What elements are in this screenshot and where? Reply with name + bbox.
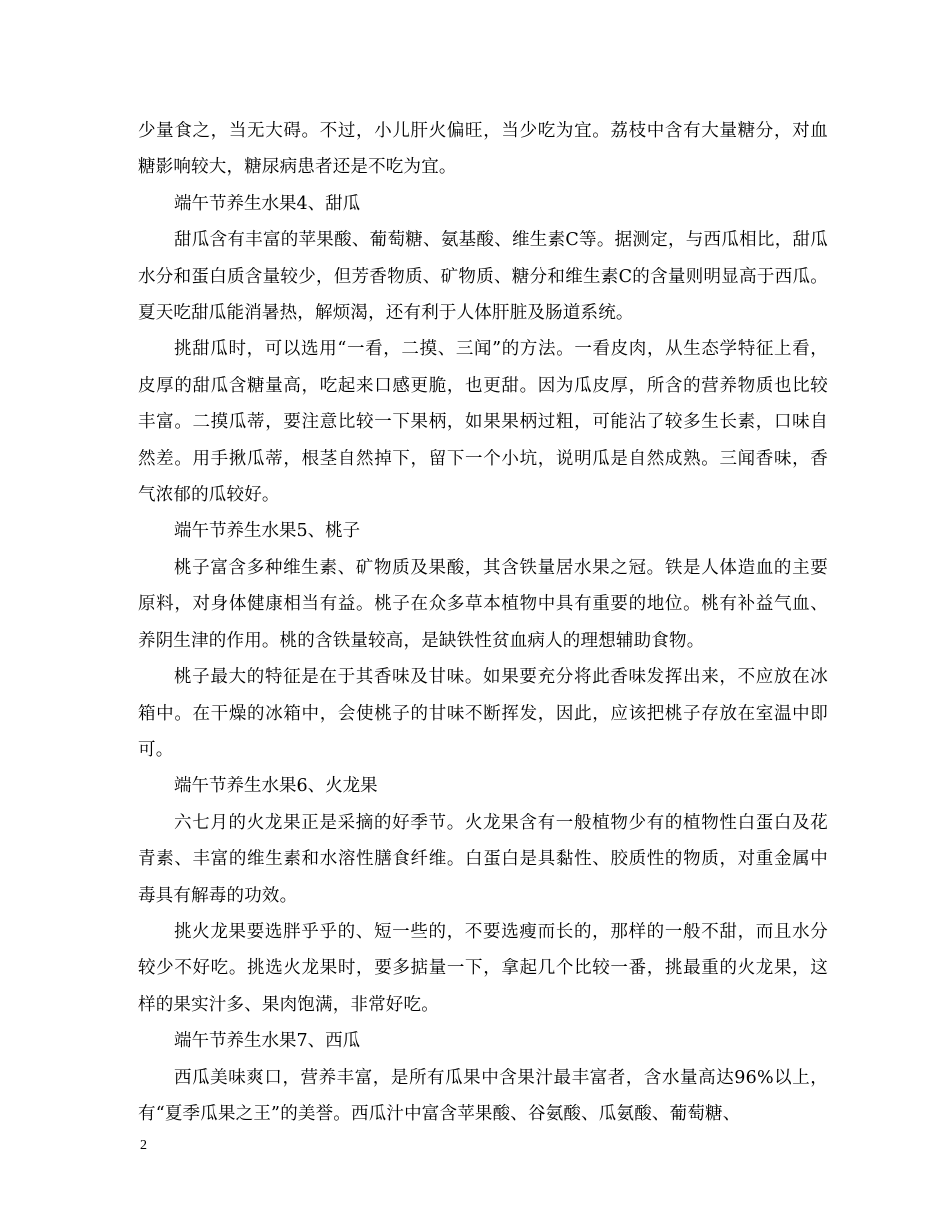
paragraph-continuation: 少量食之，当无大碍。不过，小儿肝火偏旺，当少吃为宜。荔枝中含有大量糖分，对血糖影响较大，糖尿病患者还是不吃为宜。 bbox=[138, 121, 828, 178]
paragraph-peach-storage: 桃子最大的特征是在于其香味及甘味。如果要充分将此香味发挥出来，不应放在冰箱中。在干燥的冰箱中，会使桃子的甘味不断挥发，因此，应该把桃子存放在室温中即可。 bbox=[138, 667, 828, 760]
page-number: 2 bbox=[140, 1138, 147, 1153]
paragraph-dragonfruit-nutrition: 六七月的火龙果正是采摘的好季节。火龙果含有一般植物少有的植物性白蛋白及花青素、丰富的维生素和水溶性膳食纤维。白蛋白是具黏性、胶质性的物质，对重金属中毒具有解毒的功效。 bbox=[138, 812, 828, 906]
page-body bbox=[138, 113, 828, 1132]
section-heading-watermelon: 端午节养生水果7、西瓜 bbox=[174, 1031, 361, 1052]
paragraph-peach-nutrition: 桃子富含多种维生素、矿物质及果酸，其含铁量居水果之冠。铁是人体造血的主要原料，对身体健康相当有益。桃子在众多草本植物中具有重要的地位。桃有补益气血、养阴生津的作用。桃的含铁量较高，是缺铁性贫血病人的理想辅助食物。 bbox=[138, 557, 828, 651]
paragraph-watermelon-nutrition: 西瓜美味爽口，营养丰富，是所有瓜果中含果汁最丰富者，含水量高达96%以上，有“夏季瓜果之王”的美誉。西瓜汁中富含苹果酸、谷氨酸、瓜氨酸、葡萄糖、 bbox=[138, 1067, 828, 1124]
section-heading-dragonfruit: 端午节养生水果6、火龙果 bbox=[174, 776, 378, 797]
paragraph-dragonfruit-selection: 挑火龙果要选胖乎乎的、短一些的，不要选瘦而长的，那样的一般不甜，而且水分较少不好吃。挑选火龙果时，要多掂量一下，拿起几个比较一番，挑最重的火龙果，这样的果实汁多、果肉饱满，非常好吃。 bbox=[138, 921, 828, 1015]
section-heading-peach: 端午节养生水果5、桃子 bbox=[174, 521, 361, 542]
paragraph-melon-nutrition: 甜瓜含有丰富的苹果酸、葡萄糖、氨基酸、维生素C等。据测定，与西瓜相比，甜瓜水分和蛋白质含量较少，但芳香物质、矿物质、糖分和维生素C的含量则明显高于西瓜。夏天吃甜瓜能消暑热，解烦渴，还有利于人体肝脏及肠道系统。 bbox=[138, 230, 828, 324]
section-heading-melon: 端午节养生水果4、甜瓜 bbox=[174, 193, 361, 214]
paragraph-melon-selection: 挑甜瓜时，可以选用“一看，二摸、三闻”的方法。一看皮肉，从生态学特征上看，皮厚的甜瓜含糖量高，吃起来口感更脆，也更甜。因为瓜皮厚，所含的营养物质也比较丰富。二摸瓜蒂，要注意比较一下果柄，如果果柄过粗，可能沾了较多生长素，口味自然差。用手揪瓜蒂，根茎自然掉下，留下一个小坑，说明瓜是自然成熟。三闻香味，香气浓郁的瓜较好。 bbox=[138, 339, 828, 506]
